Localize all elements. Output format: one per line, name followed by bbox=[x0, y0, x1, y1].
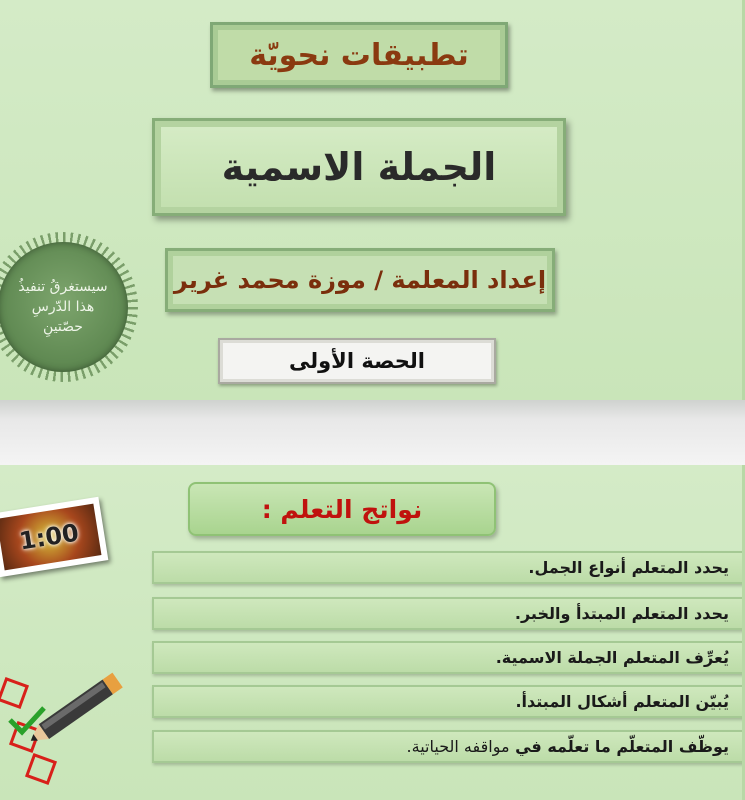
objective-1: يحدد المتعلم أنواع الجمل. bbox=[528, 558, 729, 577]
lesson-title: الجملة الاسمية bbox=[221, 145, 497, 189]
subject-title-box bbox=[210, 22, 508, 88]
pencil-checklist-icon bbox=[0, 670, 140, 800]
objective-row-2 bbox=[152, 597, 745, 630]
objective-row-1 bbox=[152, 551, 745, 584]
objective-5-bold: يوظّف المتعلّم ما تعلّمه في bbox=[515, 737, 729, 756]
objective-row-4 bbox=[152, 685, 745, 718]
badge-line-2: هذا الدّرسِ bbox=[31, 299, 95, 315]
clock-timer-icon bbox=[0, 497, 108, 577]
session-label: الحصة الأولى bbox=[289, 349, 425, 373]
badge-line-3: حصّتينِ bbox=[43, 319, 83, 335]
objective-5 bbox=[407, 737, 729, 756]
objectives-heading: نواتج التعلم : bbox=[261, 494, 423, 524]
slide-objectives bbox=[0, 465, 745, 800]
timer-label: 1:00 bbox=[17, 518, 81, 556]
slide-separator bbox=[0, 400, 745, 465]
duration-badge bbox=[0, 232, 138, 382]
objectives-heading-box bbox=[188, 482, 496, 536]
objective-row-5 bbox=[152, 730, 745, 763]
objective-3: يُعرِّف المتعلم الجملة الاسمية. bbox=[495, 648, 729, 667]
objective-5-tail: مواقفه الحياتية. bbox=[406, 737, 510, 756]
author-name: إعداد المعلمة / موزة محمد غرير bbox=[173, 266, 547, 294]
objective-row-3 bbox=[152, 641, 745, 674]
badge-line-1: سيستغرقُ تنفيذُ bbox=[18, 279, 108, 295]
objective-2: يحدد المتعلم المبتدأ والخبر. bbox=[514, 604, 729, 623]
author-box bbox=[165, 248, 555, 312]
objective-4: يُبيّن المتعلم أشكال المبتدأ. bbox=[515, 692, 729, 711]
lesson-title-box bbox=[152, 118, 566, 216]
session-box bbox=[218, 338, 496, 384]
subject-title: تطبيقات نحويّة bbox=[249, 37, 469, 73]
